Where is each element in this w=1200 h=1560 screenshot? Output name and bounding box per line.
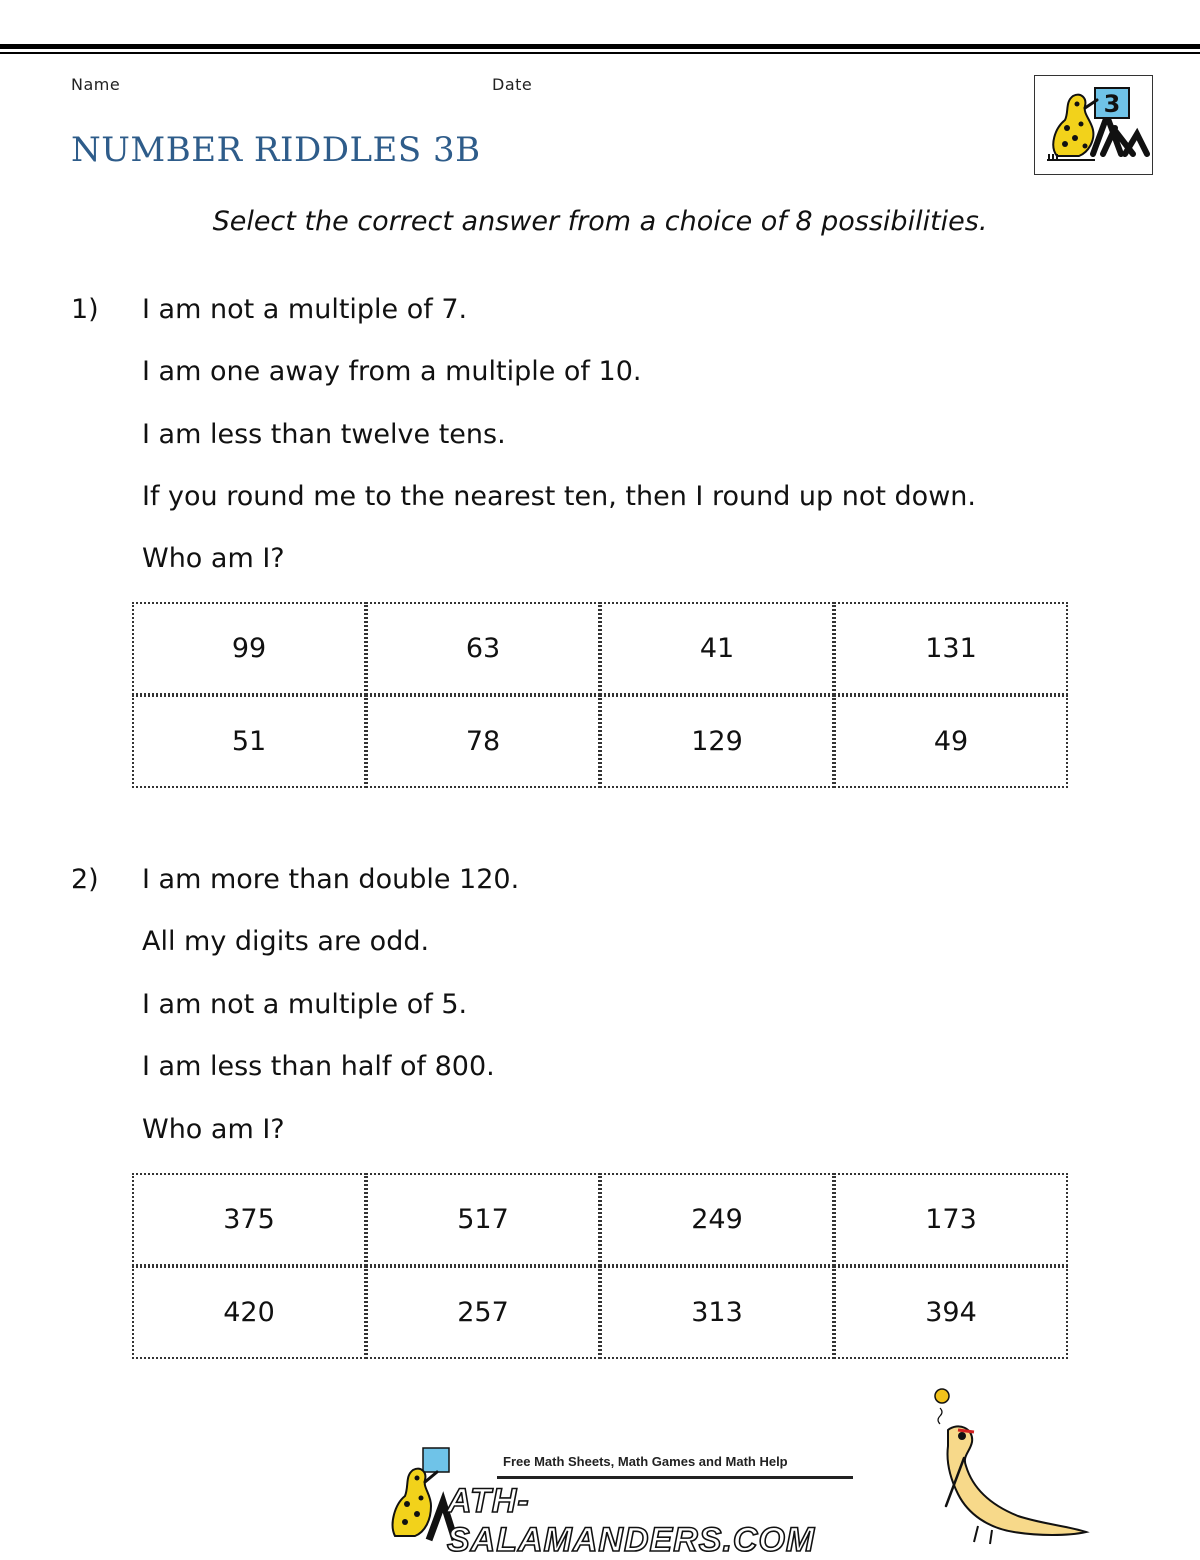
- answer-choice[interactable]: 131: [834, 602, 1068, 695]
- riddle-line: I am not a multiple of 5.: [142, 989, 468, 1020]
- riddle-prompt: Who am I?: [142, 543, 285, 574]
- footer-tagline: Free Math Sheets, Math Games and Math Help: [503, 1454, 788, 1469]
- instructions: Select the correct answer from a choice of 8 possibilities.: [212, 206, 988, 237]
- riddle-line: I am one away from a multiple of 10.: [142, 356, 642, 387]
- answer-choice[interactable]: 78: [366, 695, 600, 788]
- question-number: 2): [71, 864, 99, 895]
- answer-choice[interactable]: 394: [834, 1266, 1068, 1359]
- answer-choice[interactable]: 173: [834, 1173, 1068, 1266]
- answer-choice[interactable]: 249: [600, 1173, 834, 1266]
- riddle-line: If you round me to the nearest ten, then I round up not down.: [142, 481, 976, 512]
- answer-choice[interactable]: 129: [600, 695, 834, 788]
- grade-logo: [1034, 75, 1153, 175]
- riddle-prompt: Who am I?: [142, 1114, 285, 1145]
- answer-choice[interactable]: 420: [132, 1266, 366, 1359]
- riddle-line: I am not a multiple of 7.: [142, 294, 468, 325]
- footer-logo: [385, 1440, 855, 1559]
- thinking-salamander-icon: [918, 1386, 1090, 1546]
- riddle-line: I am less than twelve tens.: [142, 419, 506, 450]
- answer-choice[interactable]: 517: [366, 1173, 600, 1266]
- riddle-line: All my digits are odd.: [142, 926, 430, 957]
- answer-choice[interactable]: 41: [600, 602, 834, 695]
- grade-badge-number: 3: [1103, 90, 1121, 118]
- answer-choices: [132, 1173, 1070, 1363]
- answer-choice[interactable]: 375: [132, 1173, 366, 1266]
- riddle-line: I am more than double 120.: [142, 864, 520, 895]
- answer-choice[interactable]: 51: [132, 695, 366, 788]
- answer-choice[interactable]: 313: [600, 1266, 834, 1359]
- answer-choice[interactable]: 99: [132, 602, 366, 695]
- question-number: 1): [71, 294, 99, 325]
- footer-brand: ATH-SALAMANDERS.COM: [447, 1482, 816, 1559]
- answer-choice[interactable]: 49: [834, 695, 1068, 788]
- top-rule-thick: [0, 44, 1200, 49]
- math-salamanders-logo-icon: [385, 1440, 455, 1545]
- name-label: Name: [71, 75, 121, 94]
- answer-choice[interactable]: 63: [366, 602, 600, 695]
- answer-choices: [132, 602, 1070, 792]
- page-title: NUMBER RIDDLES 3B: [71, 130, 481, 170]
- footer-underline: [497, 1476, 853, 1479]
- answer-choice[interactable]: 257: [366, 1266, 600, 1359]
- salamander-grade-3-logo-icon: [1035, 76, 1151, 173]
- riddle-line: I am less than half of 800.: [142, 1051, 495, 1082]
- top-rule-thin: [0, 52, 1200, 54]
- date-label: Date: [492, 75, 533, 94]
